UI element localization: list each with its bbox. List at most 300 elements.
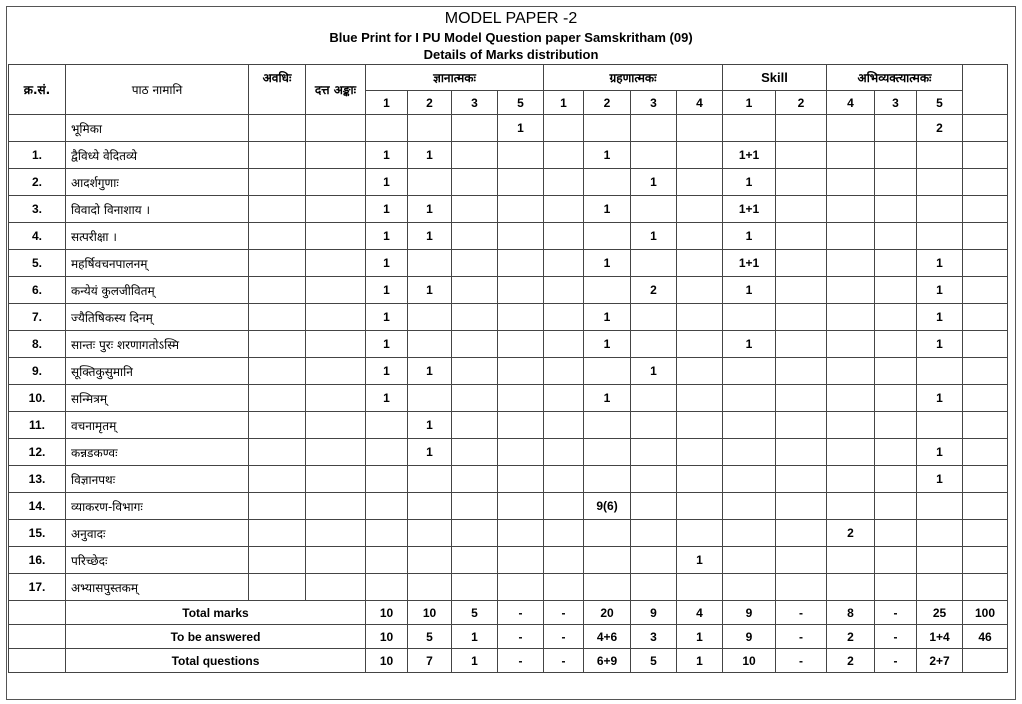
mark-cell <box>408 331 452 358</box>
mark-cell <box>544 223 584 250</box>
mark-cell <box>452 466 498 493</box>
mark-cell <box>631 493 677 520</box>
mark-cell <box>776 115 827 142</box>
mark-cell <box>827 331 875 358</box>
mark-cell <box>452 250 498 277</box>
mark-cell: 1 <box>408 412 452 439</box>
table-row <box>9 250 1008 277</box>
mark-cell <box>723 547 776 574</box>
table-row <box>9 223 1008 250</box>
mark-cell <box>677 142 723 169</box>
mark-cell <box>544 169 584 196</box>
mark-cell <box>544 385 584 412</box>
marks-cell <box>306 250 366 277</box>
mark-cell: 1 <box>408 142 452 169</box>
mark-cell <box>827 223 875 250</box>
mark-cell <box>677 412 723 439</box>
mark-cell <box>452 304 498 331</box>
mark-cell <box>776 412 827 439</box>
mark-cell <box>677 277 723 304</box>
mark-cell <box>452 196 498 223</box>
mark-cell <box>584 574 631 601</box>
subheader-cell: 3 <box>631 91 677 115</box>
totals-cell: 2+7 <box>917 649 963 673</box>
table-row <box>9 439 1008 466</box>
mark-cell: 1 <box>584 304 631 331</box>
subheader-cell: 3 <box>452 91 498 115</box>
mark-cell: 1 <box>408 196 452 223</box>
mark-cell <box>963 547 1008 574</box>
row-number: 7. <box>9 304 66 331</box>
mark-cell <box>677 466 723 493</box>
mark-cell <box>875 304 917 331</box>
mark-cell <box>963 412 1008 439</box>
row-number: 6. <box>9 277 66 304</box>
mark-cell <box>408 304 452 331</box>
mark-cell: 1 <box>366 385 408 412</box>
mark-cell <box>452 223 498 250</box>
mark-cell <box>827 196 875 223</box>
mark-cell <box>917 520 963 547</box>
mark-cell <box>544 439 584 466</box>
mark-cell <box>875 169 917 196</box>
period-cell <box>249 358 306 385</box>
mark-cell <box>544 250 584 277</box>
marks-cell <box>306 412 366 439</box>
totals-cell: - <box>776 649 827 673</box>
period-cell <box>249 142 306 169</box>
mark-cell <box>875 493 917 520</box>
mark-cell <box>544 196 584 223</box>
mark-cell <box>408 493 452 520</box>
mark-cell <box>875 142 917 169</box>
mark-cell <box>875 466 917 493</box>
mark-cell <box>875 439 917 466</box>
mark-cell <box>498 439 544 466</box>
totals-cell: 4 <box>677 601 723 625</box>
mark-cell <box>963 439 1008 466</box>
totals-cell: 10 <box>366 649 408 673</box>
mark-cell <box>408 520 452 547</box>
mark-cell <box>631 115 677 142</box>
table-row <box>9 142 1008 169</box>
lesson-name: अभ्यासपुस्तकम् <box>66 574 249 601</box>
mark-cell: 1 <box>584 142 631 169</box>
mark-cell <box>677 223 723 250</box>
totals-label: Total questions <box>66 649 366 673</box>
mark-cell <box>963 115 1008 142</box>
period-cell <box>249 520 306 547</box>
mark-cell <box>963 169 1008 196</box>
marks-cell <box>306 520 366 547</box>
mark-cell <box>963 277 1008 304</box>
mark-cell <box>631 439 677 466</box>
row-number: 13. <box>9 466 66 493</box>
mark-cell <box>963 304 1008 331</box>
mark-cell: 2 <box>827 520 875 547</box>
mark-cell <box>498 466 544 493</box>
col-header-marks: दत्त अङ्काः <box>306 65 366 115</box>
period-cell <box>249 385 306 412</box>
totals-cell: 25 <box>917 601 963 625</box>
mark-cell: 1 <box>366 358 408 385</box>
marks-cell <box>306 574 366 601</box>
mark-cell <box>631 520 677 547</box>
totals-row <box>9 601 1008 625</box>
mark-cell <box>584 115 631 142</box>
mark-cell <box>827 277 875 304</box>
mark-cell <box>498 493 544 520</box>
blueprint-table <box>8 64 1008 673</box>
mark-cell <box>917 169 963 196</box>
mark-cell <box>776 439 827 466</box>
mark-cell: 1 <box>366 223 408 250</box>
mark-cell: 1 <box>723 277 776 304</box>
totals-label: Total marks <box>66 601 366 625</box>
col-header-period: अवधिः <box>249 65 306 115</box>
row-number: 5. <box>9 250 66 277</box>
mark-cell <box>776 547 827 574</box>
mark-cell <box>584 439 631 466</box>
totals-cell: - <box>875 649 917 673</box>
totals-cell: 10 <box>723 649 776 673</box>
row-number: 14. <box>9 493 66 520</box>
mark-cell: 1 <box>408 277 452 304</box>
row-number: 10. <box>9 385 66 412</box>
totals-cell: 2 <box>827 649 875 673</box>
mark-cell <box>677 169 723 196</box>
mark-cell <box>631 196 677 223</box>
mark-cell <box>723 574 776 601</box>
table-row <box>9 304 1008 331</box>
mark-cell <box>963 358 1008 385</box>
header-row-groups <box>9 65 1008 91</box>
totals-cell: 9 <box>723 625 776 649</box>
mark-cell: 1 <box>366 277 408 304</box>
mark-cell <box>827 358 875 385</box>
totals-cell: 46 <box>963 625 1008 649</box>
totals-cell: 5 <box>631 649 677 673</box>
mark-cell <box>677 250 723 277</box>
mark-cell <box>776 142 827 169</box>
mark-cell: 1 <box>631 169 677 196</box>
mark-cell <box>776 358 827 385</box>
row-number: 1. <box>9 142 66 169</box>
subheader-cell: 2 <box>776 91 827 115</box>
totals-row <box>9 625 1008 649</box>
mark-cell <box>963 223 1008 250</box>
row-number: 17. <box>9 574 66 601</box>
mark-cell <box>452 493 498 520</box>
mark-cell <box>584 277 631 304</box>
totals-cell: - <box>544 649 584 673</box>
group-header-comprehension: ग्रहणात्मकः <box>544 65 723 91</box>
totals-cell: 2 <box>827 625 875 649</box>
subheader-cell: 1 <box>723 91 776 115</box>
mark-cell <box>498 250 544 277</box>
row-number: 3. <box>9 196 66 223</box>
mark-cell <box>366 493 408 520</box>
subheader-cell: 5 <box>917 91 963 115</box>
period-cell <box>249 277 306 304</box>
mark-cell <box>544 142 584 169</box>
mark-cell <box>827 466 875 493</box>
mark-cell: 1 <box>723 169 776 196</box>
mark-cell <box>875 385 917 412</box>
mark-cell <box>498 142 544 169</box>
totals-blank-cell <box>9 625 66 649</box>
mark-cell <box>827 115 875 142</box>
mark-cell: 9(6) <box>584 493 631 520</box>
mark-cell <box>677 115 723 142</box>
marks-cell <box>306 115 366 142</box>
mark-cell <box>723 466 776 493</box>
mark-cell: 1 <box>723 331 776 358</box>
mark-cell <box>677 358 723 385</box>
lesson-name: विज्ञानपथः <box>66 466 249 493</box>
mark-cell <box>776 520 827 547</box>
mark-cell <box>827 412 875 439</box>
row-number: 16. <box>9 547 66 574</box>
mark-cell <box>544 412 584 439</box>
marks-cell <box>306 439 366 466</box>
mark-cell <box>875 115 917 142</box>
period-cell <box>249 304 306 331</box>
mark-cell <box>917 412 963 439</box>
mark-cell <box>917 574 963 601</box>
mark-cell <box>776 331 827 358</box>
totals-cell: 10 <box>366 601 408 625</box>
period-cell <box>249 412 306 439</box>
lesson-name: भूमिका <box>66 115 249 142</box>
mark-cell <box>544 331 584 358</box>
mark-cell: 1 <box>366 331 408 358</box>
mark-cell <box>917 493 963 520</box>
period-cell <box>249 250 306 277</box>
mark-cell <box>917 223 963 250</box>
mark-cell <box>875 358 917 385</box>
mark-cell <box>584 169 631 196</box>
marks-cell <box>306 466 366 493</box>
marks-cell <box>306 304 366 331</box>
totals-cell: 7 <box>408 649 452 673</box>
mark-cell <box>631 547 677 574</box>
mark-cell <box>723 493 776 520</box>
period-cell <box>249 196 306 223</box>
mark-cell <box>366 439 408 466</box>
mark-cell <box>631 250 677 277</box>
mark-cell <box>584 547 631 574</box>
mark-cell <box>827 574 875 601</box>
table-row <box>9 169 1008 196</box>
totals-cell: 20 <box>584 601 631 625</box>
mark-cell <box>584 412 631 439</box>
row-number: 2. <box>9 169 66 196</box>
mark-cell: 1 <box>366 196 408 223</box>
mark-cell <box>875 223 917 250</box>
mark-cell <box>963 493 1008 520</box>
mark-cell <box>452 547 498 574</box>
page-subtitle: Blue Print for I PU Model Question paper Samskritham (09) <box>329 30 693 45</box>
subheader-cell: 5 <box>498 91 544 115</box>
mark-cell: 1+1 <box>723 250 776 277</box>
marks-cell <box>306 169 366 196</box>
mark-cell <box>875 412 917 439</box>
table-row <box>9 385 1008 412</box>
mark-cell <box>776 169 827 196</box>
mark-cell <box>963 574 1008 601</box>
table-row <box>9 331 1008 358</box>
row-number: 12. <box>9 439 66 466</box>
totals-cell: 5 <box>452 601 498 625</box>
mark-cell <box>827 142 875 169</box>
mark-cell <box>875 520 917 547</box>
mark-cell <box>963 466 1008 493</box>
mark-cell: 2 <box>631 277 677 304</box>
lesson-name: वचनामृतम् <box>66 412 249 439</box>
lesson-name: सन्मित्रम् <box>66 385 249 412</box>
totals-cell: - <box>544 601 584 625</box>
mark-cell: 1 <box>584 196 631 223</box>
table-row <box>9 358 1008 385</box>
mark-cell <box>498 574 544 601</box>
mark-cell <box>452 574 498 601</box>
mark-cell <box>366 115 408 142</box>
mark-cell <box>963 142 1008 169</box>
mark-cell <box>498 331 544 358</box>
mark-cell: 1 <box>408 358 452 385</box>
mark-cell <box>917 196 963 223</box>
mark-cell <box>584 520 631 547</box>
marks-cell <box>306 358 366 385</box>
mark-cell <box>827 385 875 412</box>
mark-cell <box>366 412 408 439</box>
lesson-name: व्याकरण-विभागः <box>66 493 249 520</box>
totals-blank-cell <box>9 601 66 625</box>
mark-cell <box>584 223 631 250</box>
totals-cell: 1+4 <box>917 625 963 649</box>
mark-cell <box>408 385 452 412</box>
totals-cell: - <box>776 625 827 649</box>
mark-cell: 1 <box>917 250 963 277</box>
mark-cell <box>776 574 827 601</box>
lesson-name: सूक्तिकुसुमानि <box>66 358 249 385</box>
mark-cell: 1 <box>408 439 452 466</box>
totals-cell: - <box>544 625 584 649</box>
marks-cell <box>306 277 366 304</box>
mark-cell: 1 <box>677 547 723 574</box>
mark-cell <box>723 439 776 466</box>
mark-cell <box>963 331 1008 358</box>
marks-cell <box>306 547 366 574</box>
subheader-cell: 1 <box>366 91 408 115</box>
subheader-cell: 2 <box>408 91 452 115</box>
totals-cell: 5 <box>408 625 452 649</box>
table-row <box>9 547 1008 574</box>
mark-cell <box>963 385 1008 412</box>
mark-cell <box>498 520 544 547</box>
mark-cell <box>875 331 917 358</box>
mark-cell <box>677 196 723 223</box>
mark-cell: 1 <box>584 250 631 277</box>
mark-cell: 1 <box>631 358 677 385</box>
totals-cell: 4+6 <box>584 625 631 649</box>
mark-cell <box>408 115 452 142</box>
mark-cell <box>366 520 408 547</box>
mark-cell <box>827 169 875 196</box>
mark-cell <box>452 277 498 304</box>
mark-cell <box>723 412 776 439</box>
mark-cell: 1 <box>723 223 776 250</box>
page-caption: Details of Marks distribution <box>423 47 599 62</box>
mark-cell <box>498 223 544 250</box>
mark-cell: 1 <box>408 223 452 250</box>
period-cell <box>249 574 306 601</box>
mark-cell <box>827 304 875 331</box>
table-row <box>9 115 1008 142</box>
period-cell <box>249 331 306 358</box>
marks-cell <box>306 385 366 412</box>
mark-cell: 1 <box>917 331 963 358</box>
table-row <box>9 412 1008 439</box>
marks-cell <box>306 142 366 169</box>
mark-cell <box>544 304 584 331</box>
period-cell <box>249 169 306 196</box>
mark-cell: 1+1 <box>723 142 776 169</box>
mark-cell <box>631 142 677 169</box>
mark-cell <box>544 547 584 574</box>
marks-cell <box>306 331 366 358</box>
mark-cell <box>776 385 827 412</box>
mark-cell <box>408 547 452 574</box>
subheader-cell: 4 <box>677 91 723 115</box>
mark-cell <box>723 115 776 142</box>
mark-cell <box>498 385 544 412</box>
mark-cell <box>963 196 1008 223</box>
mark-cell <box>917 142 963 169</box>
mark-cell <box>677 493 723 520</box>
mark-cell <box>408 169 452 196</box>
period-cell <box>249 115 306 142</box>
mark-cell <box>875 277 917 304</box>
mark-cell <box>544 520 584 547</box>
subheader-cell: 2 <box>584 91 631 115</box>
mark-cell <box>776 493 827 520</box>
row-number: 8. <box>9 331 66 358</box>
mark-cell <box>544 574 584 601</box>
period-cell <box>249 547 306 574</box>
mark-cell <box>677 385 723 412</box>
col-header-total <box>963 65 1008 115</box>
totals-cell: - <box>776 601 827 625</box>
marks-cell <box>306 196 366 223</box>
mark-cell <box>366 547 408 574</box>
totals-cell: - <box>498 601 544 625</box>
mark-cell <box>827 547 875 574</box>
mark-cell <box>917 547 963 574</box>
subheader-cell: 4 <box>827 91 875 115</box>
mark-cell <box>827 439 875 466</box>
mark-cell: 1 <box>366 304 408 331</box>
mark-cell <box>366 574 408 601</box>
mark-cell <box>452 520 498 547</box>
mark-cell: 1 <box>631 223 677 250</box>
totals-cell <box>963 649 1008 673</box>
mark-cell: 1 <box>366 169 408 196</box>
lesson-name: परिच्छेदः <box>66 547 249 574</box>
totals-cell: 9 <box>631 601 677 625</box>
totals-cell: - <box>498 649 544 673</box>
